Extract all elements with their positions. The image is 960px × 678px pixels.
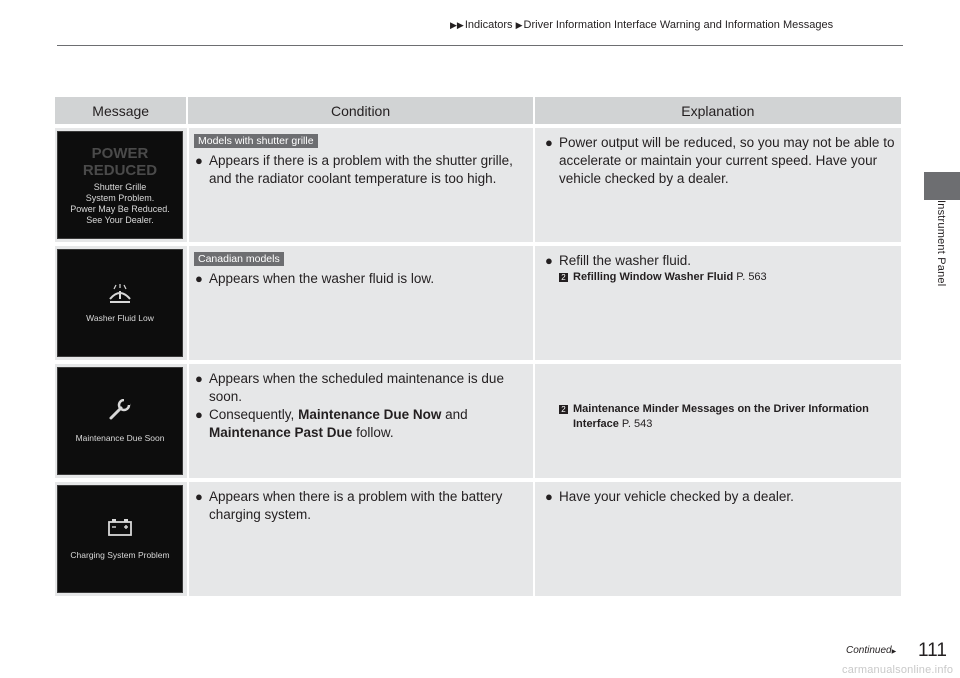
reference-page: P. 563 [736, 271, 767, 283]
condition-text [195, 270, 529, 288]
header-divider [57, 45, 903, 46]
message-image-cell [55, 364, 187, 478]
screen-line: System Problem. [85, 193, 155, 203]
reference-text [573, 270, 767, 285]
explanation-text [545, 252, 895, 270]
bullet-icon: ● [195, 371, 203, 386]
battery-icon [107, 518, 133, 536]
table-header [55, 97, 901, 124]
screen-line: Charging System Problem [70, 549, 170, 560]
header-message: Message [92, 102, 150, 119]
reference-page: P. 543 [621, 418, 653, 430]
continued-label [846, 645, 896, 656]
maintenance-screen [57, 367, 183, 475]
reference-icon: 2 [559, 273, 568, 282]
table-row [55, 364, 901, 478]
explanation-value: Refill the washer fluid. [559, 253, 692, 268]
bullet-icon: ● [195, 153, 203, 168]
condition-suffix: follow. [356, 425, 394, 440]
reference-icon: 2 [559, 405, 568, 414]
model-tag: Models with shutter grille [194, 134, 318, 148]
condition-value: Appears when the washer fluid is low. [209, 271, 435, 286]
condition-value: Appears when the scheduled maintenance is due soon. [209, 371, 504, 404]
breadcrumb-section[interactable]: Driver Information Interface Warning and Information Messages [523, 19, 834, 31]
chapter-tab [924, 172, 960, 200]
explanation-cell [533, 128, 901, 242]
continued-text: Continued [846, 645, 892, 656]
condition-cell [187, 364, 533, 478]
condition-text [195, 406, 529, 442]
page-number: 111 [918, 640, 947, 661]
model-tag: Canadian models [194, 252, 284, 266]
explanation-text [545, 488, 895, 506]
message-image-cell [55, 482, 187, 596]
header-condition: Condition [186, 97, 532, 124]
reference-title: Refilling Window Washer Fluid [573, 271, 734, 283]
message-name: Maintenance Past Due [209, 425, 353, 440]
breadcrumb [450, 19, 833, 31]
chapter-label-text: Instrument Panel [935, 200, 947, 287]
charging-system-screen [57, 485, 183, 593]
screen-title-2: REDUCED [82, 162, 158, 179]
condition-cell [187, 128, 533, 242]
messages-table [55, 97, 901, 596]
watermark: carmanualsonline.info [842, 664, 954, 676]
screen-line: Shutter Grille [93, 182, 147, 192]
bullet-icon: ● [195, 407, 203, 422]
condition-prefix: Consequently, [209, 407, 295, 422]
explanation-value: Have your vehicle checked by a dealer. [559, 489, 794, 504]
explanation-cell [533, 364, 901, 478]
reference-title: Maintenance Minder Messages on the Driver Information Interface [573, 403, 869, 430]
double-arrow-icon: ▶▶ [450, 20, 464, 30]
message-name: Maintenance Due Now [298, 407, 442, 422]
table-row [55, 128, 901, 242]
screen-title: POWER [91, 145, 149, 162]
power-reduced-screen [57, 131, 183, 239]
table-row [55, 482, 901, 596]
condition-text [195, 152, 529, 188]
explanation-cell [533, 482, 901, 596]
explanation-value: Power output will be reduced, so you may not be able to accelerate or maintain your current speed. Have your vehicle checked by a dealer. [559, 135, 895, 186]
wrench-icon [108, 399, 132, 421]
bullet-icon: ● [545, 135, 553, 150]
bullet-icon: ● [545, 253, 553, 268]
bullet-icon: ● [195, 271, 203, 286]
breadcrumb-indicators[interactable]: Indicators [464, 19, 513, 31]
screen-line: Washer Fluid Low [86, 312, 154, 323]
washer-fluid-icon [107, 283, 133, 305]
screen-line: Maintenance Due Soon [75, 432, 165, 443]
screen-line: Power May Be Reduced. [70, 204, 170, 214]
conjunction: and [445, 407, 468, 422]
message-image-cell [55, 246, 187, 360]
cross-reference[interactable] [559, 402, 895, 432]
explanation-text [545, 134, 895, 188]
explanation-cell [533, 246, 901, 360]
screen-line: See Your Dealer. [86, 215, 154, 225]
condition-value [209, 406, 529, 442]
condition-cell [187, 482, 533, 596]
table-row [55, 246, 901, 360]
condition-value: Appears if there is a problem with the shutter grille, and the radiator coolant temperature is too high. [209, 153, 513, 186]
arrow-icon: ▶ [515, 20, 523, 30]
bullet-icon: ● [545, 489, 553, 504]
triangle-icon: ▶ [891, 649, 897, 655]
cross-reference[interactable] [559, 270, 895, 285]
condition-text [195, 370, 529, 406]
condition-cell [187, 246, 533, 360]
header-explanation: Explanation [533, 97, 901, 124]
condition-text [195, 488, 529, 524]
reference-text [573, 402, 895, 432]
washer-fluid-screen [57, 249, 183, 357]
condition-value: Appears when there is a problem with the battery charging system. [209, 489, 503, 522]
bullet-icon: ● [195, 489, 203, 504]
message-image-cell [55, 128, 187, 242]
